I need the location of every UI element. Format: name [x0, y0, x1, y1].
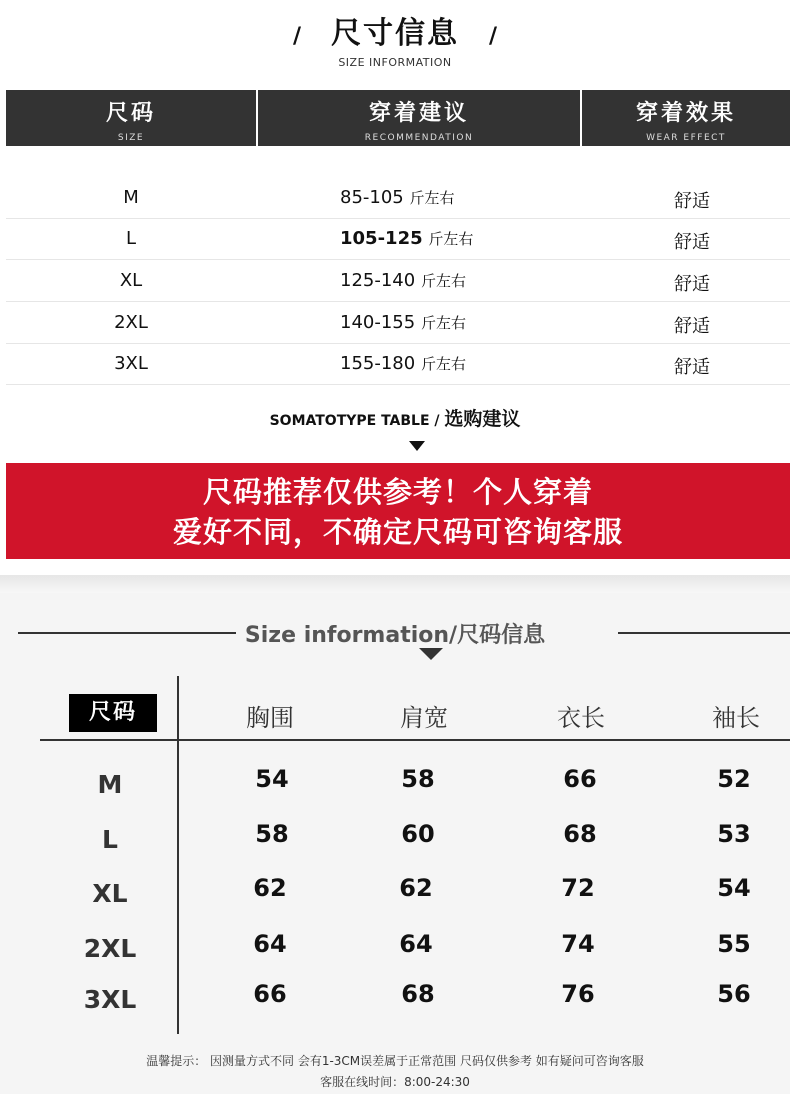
weight-range: 85-105	[340, 187, 404, 208]
somatotype-cn: 选购建议	[444, 408, 521, 430]
header-recommendation	[258, 90, 580, 146]
weight-range: 125-140	[340, 270, 416, 291]
banner-line-2: 爱好不同，不确定尺码可咨询客服	[172, 515, 623, 549]
measure-row-size: 2XL	[83, 934, 137, 963]
measure-row-size: M	[97, 770, 123, 799]
weight-range: 155-180	[340, 353, 416, 374]
table-row	[6, 302, 790, 344]
somatotype-heading	[0, 404, 790, 431]
measure-value: 66	[563, 765, 597, 793]
measure-value: 52	[717, 765, 751, 793]
row-size: 2XL	[114, 312, 148, 333]
measure-row-size: XL	[92, 879, 128, 908]
table-horizontal-rule	[40, 739, 790, 741]
table-row	[6, 177, 790, 219]
title-slash-left: /	[292, 24, 301, 49]
row-recommendation	[340, 187, 540, 208]
notice-banner	[6, 463, 790, 559]
row-recommendation	[340, 312, 540, 333]
header-size	[6, 90, 256, 146]
measure-value: 74	[561, 930, 595, 958]
measure-value: 68	[401, 980, 435, 1008]
section-title: Size information/尺码信息	[244, 623, 546, 648]
table-row	[6, 260, 790, 302]
measure-value: 54	[255, 765, 289, 793]
measure-value: 72	[561, 874, 595, 902]
title-slash-right: /	[489, 24, 498, 49]
header-wear-effect	[582, 90, 790, 146]
measure-value: 54	[717, 874, 751, 902]
title-row	[0, 8, 790, 52]
header-size-cn: 尺码	[105, 101, 156, 126]
measure-value: 66	[253, 980, 287, 1008]
measure-value: 62	[399, 874, 433, 902]
banner-line-1: 尺码推荐仅供参考！个人穿着	[202, 475, 593, 509]
measure-value: 64	[399, 930, 433, 958]
section-divider	[0, 575, 790, 593]
weight-unit: 斤左右	[428, 230, 474, 248]
weight-range: 140-155	[340, 312, 416, 333]
measure-value: 58	[255, 820, 289, 848]
measure-value: 58	[401, 765, 435, 793]
column-header-shoulder: 肩宽	[400, 704, 448, 732]
weight-unit: 斤左右	[409, 189, 455, 207]
row-recommendation	[340, 228, 540, 249]
somatotype-en: SOMATOTYPE TABLE /	[269, 413, 440, 429]
row-effect: 舒适	[674, 274, 710, 295]
weight-unit: 斤左右	[420, 272, 466, 290]
weight-range: 105-125	[340, 228, 423, 249]
measure-value: 56	[717, 980, 751, 1008]
row-size: XL	[119, 270, 143, 291]
measure-row-size: L	[102, 825, 118, 854]
triangle-down-icon	[409, 441, 425, 451]
measure-value: 53	[717, 820, 751, 848]
header-recommendation-en: RECOMMENDATION	[364, 133, 474, 143]
row-effect: 舒适	[674, 316, 710, 337]
header-size-en: SIZE	[117, 133, 145, 143]
table-row	[6, 343, 790, 385]
measure-value: 76	[561, 980, 595, 1008]
table-vertical-rule	[177, 676, 179, 1034]
row-effect: 舒适	[674, 232, 710, 253]
size-label-badge: 尺码	[69, 694, 157, 732]
measure-row-size: 3XL	[83, 985, 137, 1014]
weight-unit: 斤左右	[420, 355, 466, 373]
weight-unit: 斤左右	[420, 314, 466, 332]
column-header-length: 衣长	[557, 704, 605, 732]
measure-value: 55	[717, 930, 751, 958]
measure-value: 60	[401, 820, 435, 848]
header-wear-effect-cn: 穿着效果	[635, 101, 736, 126]
tip-note: 温馨提示： 因测量方式不同 会有1-3CM误差属于正常范围 尺码仅供参考 如有疑问可咨询客服	[146, 1054, 644, 1068]
column-header-sleeve: 袖长	[712, 704, 760, 732]
table-row	[6, 218, 790, 260]
measure-value: 64	[253, 930, 287, 958]
header-recommendation-cn: 穿着建议	[368, 101, 469, 126]
row-effect: 舒适	[674, 357, 710, 378]
page-subtitle: SIZE INFORMATION	[338, 56, 452, 69]
measure-value: 62	[253, 874, 287, 902]
triangle-down-icon	[419, 648, 443, 660]
row-recommendation	[340, 270, 540, 291]
row-size: 3XL	[114, 353, 148, 374]
header-wear-effect-en: WEAR EFFECT	[646, 133, 726, 143]
row-recommendation	[340, 353, 540, 374]
row-size: L	[125, 228, 137, 249]
measure-value: 68	[563, 820, 597, 848]
page-title: 尺寸信息	[331, 16, 459, 51]
row-effect: 舒适	[674, 191, 710, 212]
service-hours: 客服在线时间：8:00-24:30	[320, 1075, 470, 1089]
row-size: M	[123, 187, 139, 208]
column-header-chest: 胸围	[246, 704, 294, 732]
